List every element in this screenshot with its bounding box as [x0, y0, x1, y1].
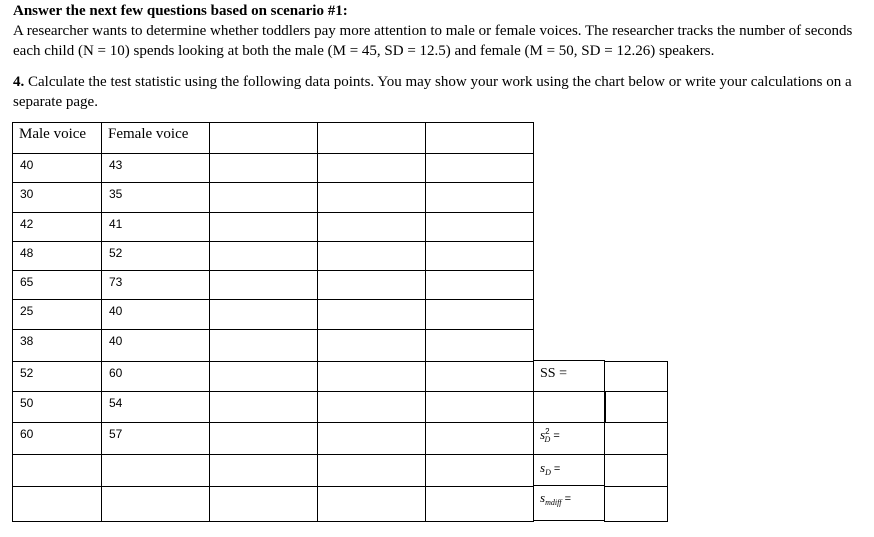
- empty-cell: [317, 299, 426, 330]
- empty-cell: [317, 122, 426, 154]
- empty-cell: [317, 422, 426, 455]
- empty-cell: [209, 212, 318, 242]
- sd-label: $s_D$ =: [533, 454, 605, 486]
- empty-cell: [425, 299, 534, 330]
- stat-value-cell: [604, 391, 668, 423]
- female-voice-value: 57: [101, 422, 210, 455]
- empty-cell: [425, 122, 534, 154]
- empty-cell: [101, 454, 210, 487]
- empty-cell: [209, 422, 318, 455]
- stat-value-cell: [604, 486, 668, 522]
- empty-cell: [425, 182, 534, 213]
- empty-cell: [317, 153, 426, 183]
- empty-cell: [209, 299, 318, 330]
- empty-cell: [209, 486, 318, 522]
- question-text: [13, 73, 868, 112]
- empty-cell: [209, 454, 318, 487]
- section-heading: Answer the next few questions based on scenario #1:: [13, 3, 348, 19]
- sm-diff-label: $s_{mdiff}$ =: [533, 485, 605, 521]
- empty-cell: [425, 329, 534, 362]
- empty-cell: [209, 361, 318, 392]
- male-voice-value: 60: [12, 422, 102, 455]
- empty-cell: [101, 486, 210, 522]
- male-voice-value: 40: [12, 153, 102, 183]
- male-voice-value: 48: [12, 241, 102, 271]
- empty-cell: [425, 153, 534, 183]
- empty-cell: [209, 182, 318, 213]
- empty-cell: [425, 270, 534, 300]
- column-header: Female voice: [101, 122, 210, 154]
- empty-cell: [209, 270, 318, 300]
- male-voice-value: 30: [12, 182, 102, 213]
- stat-value-cell: [604, 422, 668, 455]
- empty-cell: [209, 153, 318, 183]
- empty-cell: [317, 391, 426, 423]
- female-voice-value: 40: [101, 299, 210, 330]
- male-voice-value: 42: [12, 212, 102, 242]
- empty-cell: [425, 361, 534, 392]
- empty-cell: [425, 241, 534, 271]
- male-voice-value: 65: [12, 270, 102, 300]
- male-voice-value: 50: [12, 391, 102, 423]
- female-voice-value: 35: [101, 182, 210, 213]
- empty-cell: [317, 454, 426, 487]
- male-voice-value: 25: [12, 299, 102, 330]
- empty-cell: [317, 212, 426, 242]
- empty-cell: [317, 361, 426, 392]
- female-voice-value: 40: [101, 329, 210, 362]
- empty-cell: [317, 329, 426, 362]
- empty-cell: [12, 486, 102, 522]
- empty-cell: [209, 241, 318, 271]
- column-header: Male voice: [12, 122, 102, 154]
- female-voice-value: 41: [101, 212, 210, 242]
- female-voice-value: 52: [101, 241, 210, 271]
- male-voice-value: 52: [12, 361, 102, 392]
- question-number: 4.: [13, 74, 25, 90]
- empty-cell: [317, 486, 426, 522]
- question-body: Calculate the test statistic using the following data points. You may show your work using the chart below or write your calculations on a separate page.: [13, 74, 852, 110]
- empty-cell: [425, 391, 534, 423]
- empty-cell: [209, 391, 318, 423]
- empty-cell: [425, 422, 534, 455]
- male-voice-value: 38: [12, 329, 102, 362]
- empty-cell: [317, 182, 426, 213]
- empty-cell: [425, 454, 534, 487]
- stat-label-cell: [533, 391, 606, 423]
- variance-label: $s^2_D$ =: [533, 422, 605, 455]
- female-voice-value: 60: [101, 361, 210, 392]
- female-voice-value: 54: [101, 391, 210, 423]
- empty-cell: [425, 486, 534, 522]
- empty-cell: [317, 270, 426, 300]
- stat-value-cell: [604, 454, 668, 487]
- empty-cell: [209, 122, 318, 154]
- scenario-text: A researcher wants to determine whether toddlers pay more attention to male or female voices. The researcher tracks the number of seconds each child (N = 10) spends looking at both the male (M = 45, SD = 12.5) and female (M = 50, SD = 12.26) speakers.: [13, 23, 853, 59]
- empty-cell: [317, 241, 426, 271]
- female-voice-value: 73: [101, 270, 210, 300]
- empty-cell: [425, 212, 534, 242]
- female-voice-value: 43: [101, 153, 210, 183]
- stat-value-cell: [604, 361, 668, 392]
- empty-cell: [12, 454, 102, 487]
- ss-label: SS =: [533, 360, 605, 392]
- empty-cell: [209, 329, 318, 362]
